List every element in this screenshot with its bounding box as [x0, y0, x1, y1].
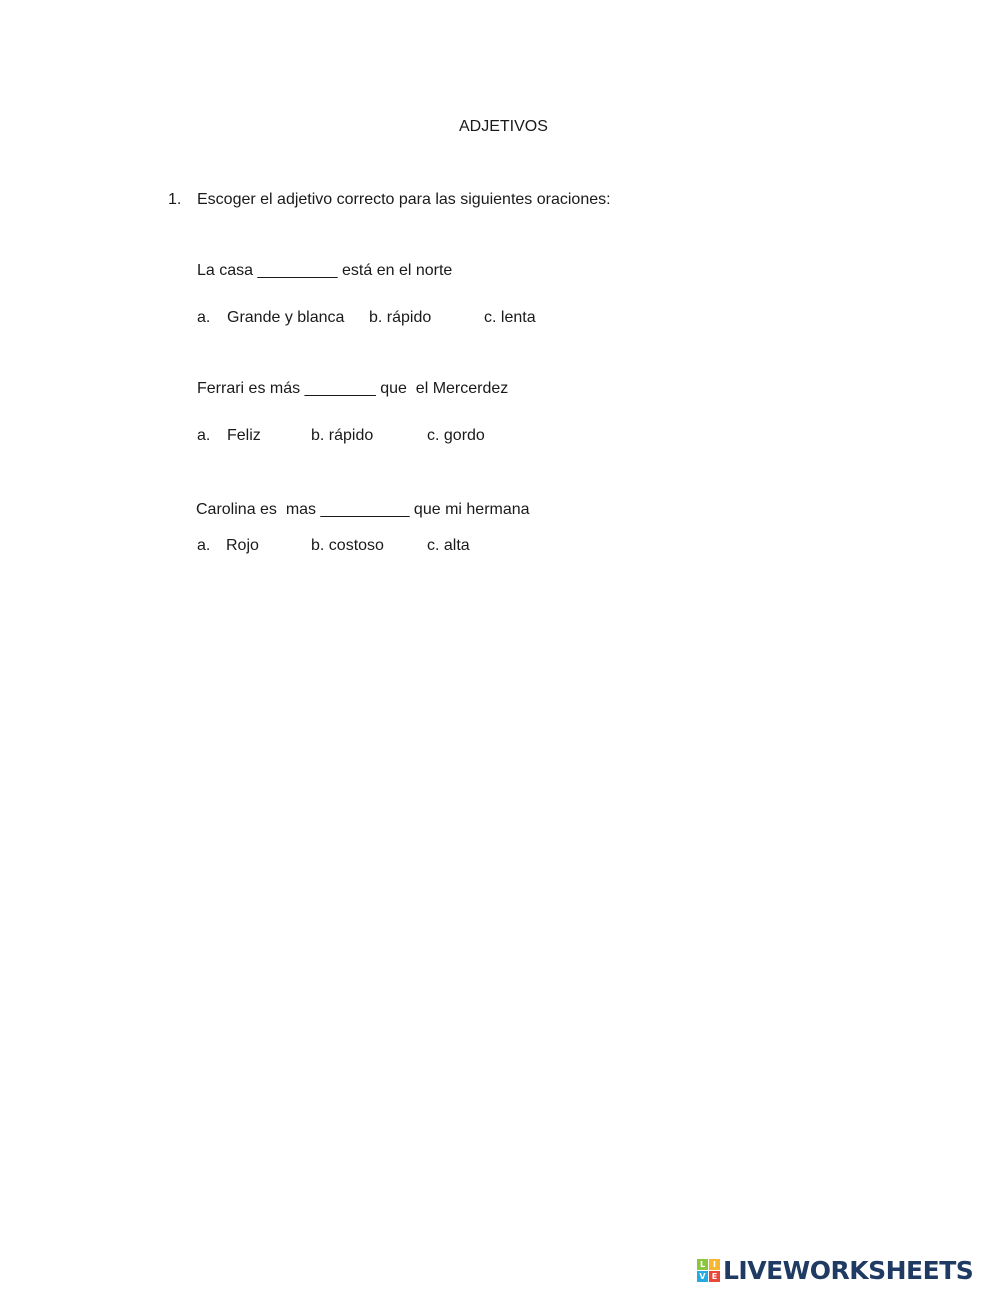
logo-tile-l: L	[697, 1259, 708, 1270]
question-3-option-c[interactable]: c. alta	[427, 537, 470, 554]
liveworksheets-logo	[697, 1256, 973, 1284]
question-3-option-a[interactable]: Rojo	[226, 537, 259, 554]
question-3-option-a-marker: a.	[197, 537, 211, 554]
question-2-option-b[interactable]: b. rápido	[311, 427, 374, 444]
question-1-option-a-marker: a.	[197, 309, 211, 326]
instruction-text: Escoger el adjetivo correcto para las siguientes oraciones:	[197, 191, 611, 208]
question-3-sentence: Carolina es mas __________ que mi hermana	[196, 501, 530, 518]
question-2-option-a[interactable]: Feliz	[227, 427, 261, 444]
instruction-number: 1.	[168, 191, 182, 208]
question-1-option-b[interactable]: b. rápido	[369, 309, 432, 326]
question-1-sentence: La casa _________ está en el norte	[197, 262, 453, 279]
question-2-sentence: Ferrari es más ________ que el Mercerdez	[197, 380, 509, 397]
question-1-option-c[interactable]: c. lenta	[484, 309, 536, 326]
question-3-option-b[interactable]: b. costoso	[311, 537, 384, 554]
logo-tile-e: E	[709, 1271, 720, 1282]
worksheet-title: ADJETIVOS	[459, 118, 548, 135]
logo-tile-v: V	[697, 1271, 708, 1282]
question-2-option-c[interactable]: c. gordo	[427, 427, 485, 444]
question-1-option-a[interactable]: Grande y blanca	[227, 309, 345, 326]
liveworksheets-logo-text: LIVEWORKSHEETS	[723, 1255, 974, 1285]
liveworksheets-logo-icon	[697, 1259, 720, 1282]
logo-tile-i: I	[709, 1259, 720, 1270]
question-2-option-a-marker: a.	[197, 427, 211, 444]
